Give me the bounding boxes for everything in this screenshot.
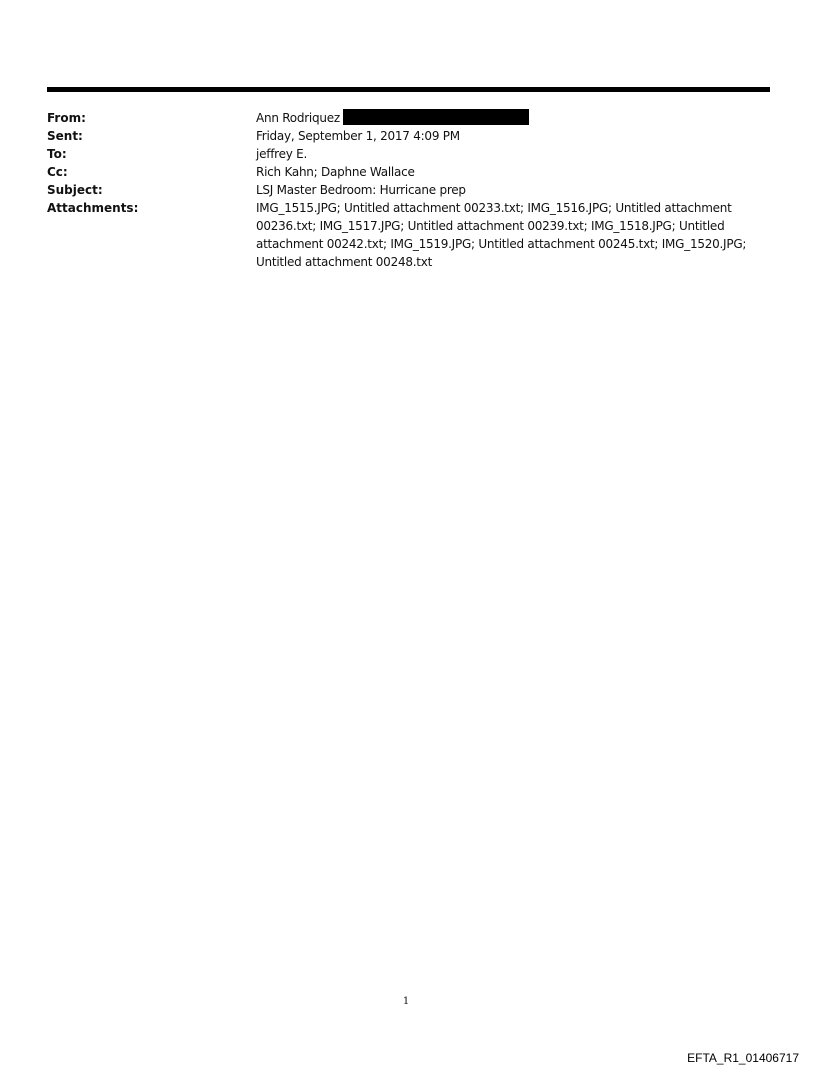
to-label: To: — [47, 147, 67, 161]
from-name: Ann Rodriquez — [256, 111, 340, 125]
attachments-row — [47, 199, 770, 271]
attachments-value: IMG_1515.JPG; Untitled attachment 00233.txt; IMG_1516.JPG; Untitled attachment 00236.txt; IMG_1517.JPG; Untitled attachment 00239.txt; IMG_1518.JPG; Untitled attachment 00242.txt; IMG_1519.JPG; Untitled attachment 00245.txt; IMG_1520.JPG; Untitled attachment 00248.txt — [256, 201, 747, 269]
to-value: jeffrey E. — [256, 147, 308, 161]
cc-value: Rich Kahn; Daphne Wallace — [256, 165, 415, 179]
sent-row — [47, 127, 770, 145]
page-number: 1 — [402, 996, 410, 1007]
header-rule — [47, 87, 770, 92]
sent-value: Friday, September 1, 2017 4:09 PM — [256, 129, 460, 143]
redaction-box — [343, 109, 529, 125]
subject-row — [47, 181, 770, 199]
attachments-label: Attachments: — [47, 201, 139, 215]
from-label: From: — [47, 111, 86, 125]
from-row — [47, 109, 770, 127]
from-value — [256, 109, 770, 127]
cc-label: Cc: — [47, 165, 68, 179]
to-row — [47, 145, 770, 163]
subject-label: Subject: — [47, 183, 103, 197]
cc-row — [47, 163, 770, 181]
subject-value: LSJ Master Bedroom: Hurricane prep — [256, 183, 466, 197]
document-id: EFTA_R1_01406717 — [687, 1051, 799, 1065]
email-header — [47, 109, 770, 271]
sent-label: Sent: — [47, 129, 83, 143]
